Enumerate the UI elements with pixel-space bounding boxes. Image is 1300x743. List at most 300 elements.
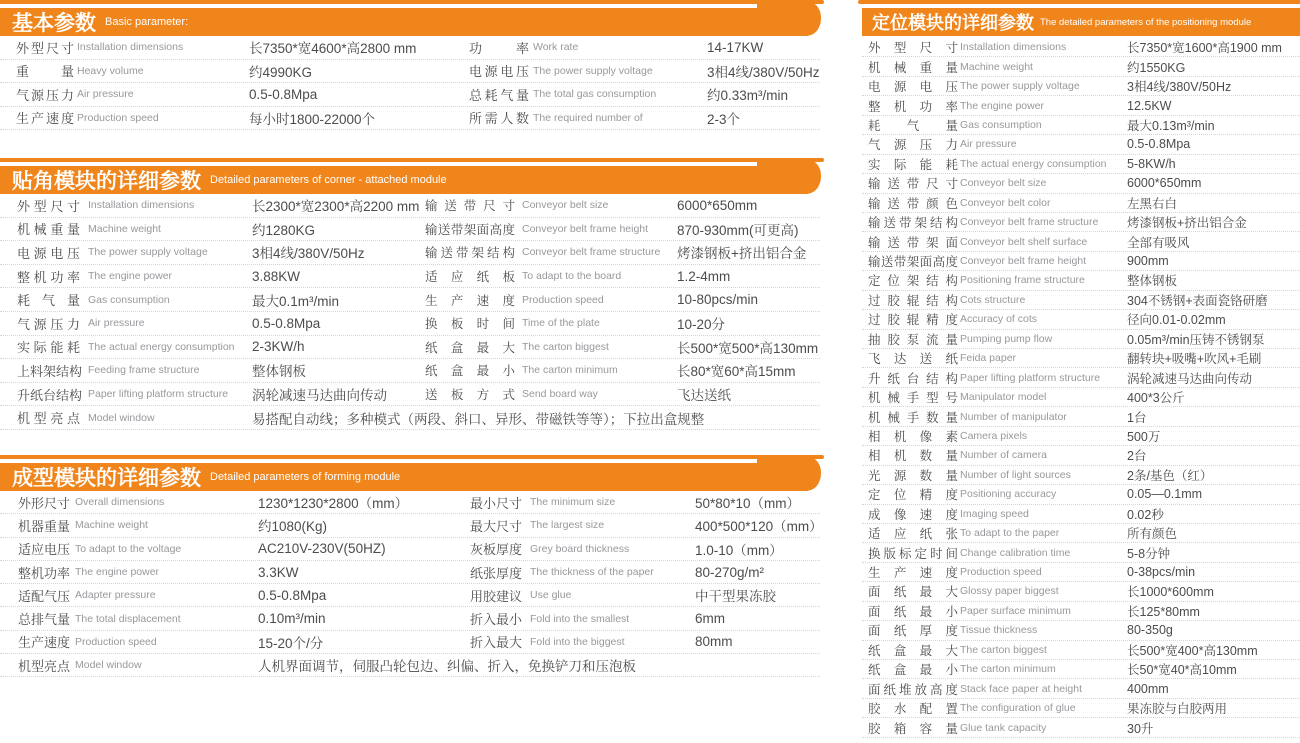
param-value: 约1280KG [252, 222, 316, 238]
param-label-en: Model window [75, 659, 142, 672]
param-label-en: Work rate [533, 41, 579, 54]
param-label-en: Feida paper [960, 352, 1017, 365]
param-label-cn: 外型尺寸 [868, 41, 958, 56]
param-label-cn: 输送带架面 [868, 235, 958, 250]
param-table-corner [0, 194, 820, 430]
param-label-en: Glue tank capacity [960, 721, 1047, 734]
param-label-en: Stack face paper at height [960, 682, 1082, 695]
param-label-cn: 送板方式 [425, 388, 515, 403]
table-row [862, 621, 1300, 640]
param-label-cn: 升纸台结构 [17, 387, 83, 403]
param-label-en: The carton biggest [522, 340, 609, 353]
param-label-cn: 最小尺寸 [470, 495, 523, 511]
param-label-cn: 相机像素 [868, 429, 958, 444]
section-title: 定位模块的详细参数 [872, 13, 1034, 33]
param-value: 3.88KW [252, 268, 301, 284]
table-row [862, 194, 1300, 213]
param-label-en: The largest size [530, 519, 605, 532]
param-value: 400*3公斤 [1127, 391, 1185, 406]
param-value: 2-3KW/h [252, 339, 305, 355]
param-label-en: Camera pixels [960, 429, 1028, 442]
param-value: 3相4线/380V/50Hz [252, 246, 365, 262]
table-row [862, 271, 1300, 290]
param-value: 2-3个 [707, 111, 741, 127]
table-row [862, 213, 1300, 232]
param-label-cn: 电源电压 [17, 245, 80, 261]
param-value: 30升 [1127, 721, 1154, 736]
table-row [862, 543, 1300, 562]
param-label-cn: 最大尺寸 [470, 518, 523, 534]
param-label-cn: 机械手型号 [868, 391, 958, 406]
param-label-en: Paper lifting platform structure [88, 388, 229, 401]
param-label-en: Conveyor belt color [960, 196, 1051, 209]
param-value: 0-38pcs/min [1127, 565, 1196, 580]
param-value: 约0.33m³/min [707, 88, 789, 104]
param-label-en: Accuracy of cots [960, 313, 1038, 326]
param-label-cn: 光源数量 [868, 468, 958, 483]
param-value: 10-20分 [677, 317, 726, 333]
param-label-en: The engine power [960, 99, 1045, 112]
param-label-cn: 生产速度 [16, 111, 74, 127]
param-label-cn: 纸盒最大 [425, 340, 515, 355]
param-label-cn: 气源压力 [17, 316, 80, 332]
param-label-cn: 定位精度 [868, 488, 958, 503]
param-label-en: The configuration of glue [960, 702, 1076, 715]
param-label-en: To adapt to the voltage [75, 542, 182, 555]
param-label-en: Installation dimensions [88, 199, 195, 212]
param-value: 涡轮减速马达曲向传动 [1127, 371, 1253, 386]
table-row [862, 679, 1300, 698]
param-label-en: Machine weight [88, 222, 161, 235]
table-row [862, 485, 1300, 504]
param-label-cn: 适应纸板 [425, 270, 515, 285]
param-label-en: The engine power [88, 270, 173, 283]
param-label-en: Send board way [522, 388, 598, 401]
param-value: 3.3KW [258, 564, 299, 580]
param-label-en: Tissue thickness [960, 624, 1038, 637]
param-label-en: To adapt to the paper [960, 527, 1060, 540]
param-value: 长1000*600mm [1127, 585, 1214, 600]
param-label-cn: 机械重量 [17, 222, 80, 238]
param-value: 中干型果冻胶 [695, 589, 776, 605]
table-row [0, 607, 820, 630]
param-value: 900mm [1127, 254, 1169, 269]
accent-strip-positioning [858, 0, 1300, 4]
param-value: 80-270g/m² [695, 564, 765, 580]
param-label-en: Paper surface minimum [960, 604, 1071, 617]
param-label-en: The carton minimum [960, 663, 1056, 676]
param-label-en: Grey board thickness [530, 542, 630, 555]
table-row [0, 265, 820, 289]
param-label-cn: 定位架结构 [868, 274, 958, 289]
param-value: 0.02秒 [1127, 507, 1164, 522]
param-value: 长125*80mm [1127, 604, 1200, 619]
param-value: 整体钢板 [252, 364, 306, 380]
param-label-en: Paper lifting platform structure [960, 371, 1101, 384]
param-value: 1.0-10（mm） [695, 542, 783, 558]
table-row [0, 83, 820, 107]
param-label-en: Conveyor belt size [522, 199, 609, 212]
table-row [0, 514, 823, 537]
param-label-cn: 纸盒最大 [868, 643, 958, 658]
param-label-en: The actual energy consumption [960, 157, 1107, 170]
param-value: 约1550KG [1127, 60, 1186, 75]
param-value: 50*80*10（mm） [695, 496, 801, 512]
param-label-cn: 总耗气量 [469, 87, 529, 103]
param-label-cn: 适应电压 [18, 542, 71, 558]
param-label-en: Air pressure [960, 138, 1017, 151]
section-subtitle: Detailed parameters of corner - attached module [210, 174, 447, 186]
param-label-cn: 纸盒最小 [425, 364, 515, 379]
param-value: 长50*宽40*高10mm [1127, 663, 1237, 678]
param-label-cn: 气源压力 [868, 138, 958, 153]
param-label-en: Change calibration time [960, 546, 1071, 559]
table-row [862, 407, 1300, 426]
param-label-en: Conveyor belt frame height [960, 255, 1087, 268]
param-label-en: Time of the plate [522, 317, 600, 330]
param-label-cn: 输送带架结构 [868, 216, 958, 231]
param-value: 长7350*宽1600*高1900 mm [1127, 41, 1282, 56]
param-label-en: Heavy volume [77, 64, 144, 77]
param-value: 12.5KW [1127, 98, 1172, 113]
table-row [862, 116, 1300, 135]
table-row [0, 107, 820, 131]
param-value: 0.5-0.8Mpa [252, 315, 321, 331]
param-label-cn: 纸盒最小 [868, 663, 958, 678]
section-subtitle: The detailed parameters of the positioning module [1040, 16, 1252, 28]
section-subtitle: Detailed parameters of forming module [210, 471, 401, 483]
param-value: 约4990KG [249, 64, 313, 80]
param-label-cn: 折入最小 [470, 612, 523, 628]
table-row [0, 60, 820, 84]
param-value: 2台 [1127, 449, 1147, 464]
param-label-cn: 面纸厚度 [868, 624, 958, 639]
param-value: 最大0.13m³/min [1127, 118, 1215, 133]
param-label-en: The total gas consumption [533, 88, 657, 101]
table-row [0, 538, 820, 561]
param-value: 870-930mm(可更高) [677, 222, 799, 238]
table-row [862, 310, 1300, 329]
param-label-en: The total displacement [75, 612, 181, 625]
param-label-en: Conveyor belt shelf surface [960, 235, 1088, 248]
param-value: 烤漆钢板+挤出铝合金 [677, 246, 807, 262]
param-label-cn: 折入最大 [470, 635, 523, 651]
table-row [0, 336, 820, 360]
table-row [862, 582, 1300, 601]
param-label-cn: 面纸最小 [868, 604, 958, 619]
table-row [862, 524, 1300, 543]
param-label-en: Machine weight [960, 60, 1033, 73]
table-row [862, 718, 1300, 737]
table-row [862, 602, 1300, 621]
param-label-cn: 总排气量 [18, 612, 71, 628]
section-subtitle: Basic parameter: [105, 16, 189, 28]
param-label-en: The power supply voltage [88, 246, 208, 259]
section-header-corner [0, 166, 820, 194]
param-value: 长7350*宽4600*高2800 mm [249, 41, 417, 57]
param-label-en: Machine weight [75, 519, 148, 532]
param-value: 6mm [695, 611, 725, 627]
table-row [0, 288, 820, 312]
table-row [862, 96, 1300, 115]
param-label-cn: 换版标定时间 [868, 546, 958, 561]
param-label-cn: 过胶辊精度 [868, 313, 958, 328]
param-label-cn: 面纸最大 [868, 585, 958, 600]
param-label-en: Overall dimensions [75, 496, 165, 509]
param-label-cn: 适应纸张 [868, 527, 958, 542]
param-label-en: Use glue [530, 589, 572, 602]
param-label-en: Conveyor belt size [960, 177, 1047, 190]
table-row [862, 38, 1300, 57]
table-row [862, 330, 1300, 349]
param-label-en: Air pressure [77, 88, 134, 101]
param-value: 涡轮减速马达曲向传动 [252, 388, 387, 404]
table-row [862, 135, 1300, 154]
param-label-cn: 胶箱容量 [868, 721, 958, 736]
table-row [862, 446, 1300, 465]
param-label-en: Fold into the biggest [530, 635, 625, 648]
param-value: 1台 [1127, 410, 1147, 425]
param-value: 1230*1230*2800（mm） [258, 496, 409, 512]
param-label-cn: 外型尺寸 [17, 198, 80, 214]
param-label-en: Glossy paper biggest [960, 585, 1059, 598]
param-value: 烤漆钢板+挤出铝合金 [1127, 216, 1247, 231]
param-label-en: Number of manipulator [960, 410, 1067, 423]
table-row [862, 505, 1300, 524]
param-label-en: To adapt to the board [522, 270, 622, 283]
table-row [862, 641, 1300, 660]
table-row [0, 561, 820, 584]
param-value: 0.05—0.1mm [1127, 487, 1203, 502]
param-label-en: The power supply voltage [533, 64, 653, 77]
param-label-en: Gas consumption [960, 118, 1042, 131]
param-value: 0.5-0.8Mpa [249, 86, 318, 102]
table-row [862, 77, 1300, 96]
param-value: 10-80pcs/min [677, 292, 759, 308]
param-label-cn: 输送带架结构 [425, 246, 515, 261]
param-value: 长500*宽400*高130mm [1127, 643, 1258, 658]
table-row [0, 383, 820, 407]
table-row [862, 291, 1300, 310]
param-value: 飞达送纸 [677, 388, 731, 404]
param-label-cn: 机器重量 [18, 518, 71, 534]
param-value: 14-17KW [707, 39, 764, 55]
param-table-forming [0, 491, 823, 677]
param-label-cn: 纸张厚度 [470, 565, 523, 581]
param-value: 80-350g [1127, 623, 1173, 638]
param-label-cn: 生产速度 [18, 635, 71, 651]
param-label-cn: 飞达送纸 [868, 352, 958, 367]
param-value: 400mm [1127, 681, 1169, 696]
accent-strip-corner [0, 158, 824, 162]
param-label-cn: 机型亮点 [18, 658, 71, 674]
table-row [0, 312, 820, 336]
table-row [862, 563, 1300, 582]
table-row [0, 654, 820, 677]
param-label-cn: 过胶辊结构 [868, 293, 958, 308]
param-label-cn: 功率 [469, 40, 529, 56]
table-row [0, 359, 820, 383]
param-label-cn: 升纸台结构 [868, 371, 958, 386]
param-label-en: The thickness of the paper [530, 566, 654, 579]
param-value: 长500*宽500*高130mm [677, 340, 819, 356]
param-label-cn: 输送带颜色 [868, 196, 958, 211]
table-row [0, 631, 820, 654]
param-label-cn: 实际能耗 [868, 157, 958, 172]
table-row [862, 232, 1300, 251]
param-value: 5-8分钟 [1127, 546, 1171, 561]
table-row [862, 57, 1300, 76]
table-row [0, 194, 820, 218]
param-label-en: Manipulator model [960, 391, 1047, 404]
table-row [862, 349, 1300, 368]
table-row [0, 584, 820, 607]
param-label-cn: 输送带架面高度 [868, 255, 958, 270]
param-label-cn: 机械重量 [868, 60, 958, 75]
param-value: 6000*650mm [1127, 176, 1202, 191]
param-value: 人机界面调节，伺服凸轮包边、纠偏、折入，免换铲刀和压泡板 [258, 659, 636, 675]
param-value: 6000*650mm [677, 197, 758, 213]
table-row [862, 174, 1300, 193]
param-label-en: Positioning accuracy [960, 488, 1057, 501]
table-row [862, 427, 1300, 446]
param-label-cn: 整机功率 [18, 565, 71, 581]
param-value: 易搭配自动线；多种模式（两段、斜口、异形、带磁铁等等）；下拉出盒规整 [252, 411, 705, 427]
param-label-cn: 整机功率 [868, 99, 958, 114]
param-value: 长80*宽60*高15mm [677, 364, 796, 380]
param-label-en: Number of light sources [960, 468, 1071, 481]
table-row [862, 368, 1300, 387]
param-label-en: The power supply voltage [960, 80, 1080, 93]
param-label-cn: 机型亮点 [17, 411, 80, 427]
param-label-cn: 外型尺寸 [16, 40, 74, 56]
param-label-en: The carton minimum [522, 364, 618, 377]
section-title: 基本参数 [12, 12, 96, 35]
param-label-en: Conveyor belt frame structure [522, 246, 661, 259]
param-value: 长2300*宽2300*高2200 mm [252, 199, 420, 215]
param-value: 最大0.1m³/min [252, 293, 340, 309]
param-label-en: The required number of [533, 111, 643, 124]
param-label-cn: 用胶建议 [470, 588, 523, 604]
param-label-cn: 耗气量 [17, 293, 80, 309]
param-value: 0.5-0.8Mpa [258, 587, 327, 603]
param-label-cn: 输送带尺寸 [868, 177, 958, 192]
param-value: 3相4线/380V/50Hz [707, 64, 820, 80]
param-value: 所有颜色 [1127, 527, 1178, 542]
param-label-en: Production speed [75, 635, 157, 648]
table-row [0, 491, 820, 514]
table-row [0, 406, 820, 430]
param-label-cn: 生产速度 [425, 293, 515, 308]
param-label-en: Production speed [960, 566, 1042, 579]
param-label-cn: 耗气量 [868, 118, 958, 133]
param-label-cn: 实际能耗 [17, 340, 80, 356]
param-label-cn: 抽胶泵流量 [868, 332, 958, 347]
param-label-cn: 上料架结构 [17, 363, 83, 379]
param-label-en: Number of camera [960, 449, 1047, 462]
param-label-en: Feeding frame structure [88, 364, 200, 377]
param-label-en: The carton biggest [960, 643, 1047, 656]
section-header-basic [0, 8, 820, 36]
param-label-en: Production speed [522, 293, 604, 306]
table-row [862, 660, 1300, 679]
param-label-cn: 所需人数 [469, 111, 529, 127]
param-table-positioning [862, 38, 1300, 738]
param-value: 整体钢板 [1127, 274, 1178, 289]
param-value: 翻转块+吸嘴+吹风+毛刷 [1127, 352, 1262, 367]
section-header-positioning [862, 8, 1300, 36]
param-value: 15-20个/分 [258, 635, 324, 651]
param-value: AC210V-230V(50HZ) [258, 541, 386, 557]
section-title: 成型模块的详细参数 [12, 467, 201, 490]
param-value: 0.05m³/min压铸不锈钢泵 [1127, 332, 1265, 347]
param-value: 左黑右白 [1127, 196, 1178, 211]
table-row [862, 466, 1300, 485]
param-value: 径向0.01-0.02mm [1127, 313, 1226, 328]
param-label-cn: 胶水配置 [868, 702, 958, 717]
param-value: 约1080(Kg) [258, 519, 328, 535]
section-title: 贴角模块的详细参数 [12, 170, 201, 193]
param-label-cn: 整机功率 [17, 269, 80, 285]
param-label-cn: 重量 [16, 64, 74, 80]
param-label-cn: 输送带尺寸 [425, 199, 515, 214]
param-label-cn: 适配气压 [18, 588, 71, 604]
param-label-cn: 电源电压 [868, 80, 958, 95]
param-value: 5-8KW/h [1127, 156, 1176, 171]
param-label-en: Pumping pump flow [960, 332, 1053, 345]
param-value: 每小时1800-22000个 [249, 111, 376, 127]
param-value: 全部有吸风 [1127, 235, 1190, 250]
table-row [862, 699, 1300, 718]
param-value: 0.10m³/min [258, 611, 326, 627]
param-table-basic [0, 36, 820, 130]
param-label-en: The actual energy consumption [88, 340, 235, 353]
param-value: 400*500*120（mm） [695, 519, 823, 535]
table-row [0, 241, 820, 265]
table-row [0, 218, 820, 242]
param-label-en: Cots structure [960, 293, 1026, 306]
param-value: 1.2-4mm [677, 268, 731, 284]
param-label-en: Model window [88, 411, 155, 424]
param-label-cn: 换板时间 [425, 317, 515, 332]
param-label-en: Conveyor belt frame structure [960, 216, 1099, 229]
param-label-en: Conveyor belt frame height [522, 222, 649, 235]
table-row [862, 252, 1300, 271]
table-row [0, 36, 820, 60]
param-value: 2条/基色（红） [1127, 468, 1213, 483]
param-label-cn: 气源压力 [16, 87, 74, 103]
param-label-en: Adapter pressure [75, 589, 156, 602]
param-label-en: Gas consumption [88, 293, 170, 306]
accent-strip-basic [0, 0, 824, 4]
accent-strip-forming [0, 455, 824, 459]
param-label-en: Installation dimensions [960, 41, 1067, 54]
section-header-forming [0, 463, 820, 491]
param-label-cn: 成像速度 [868, 507, 958, 522]
param-label-en: Fold into the smallest [530, 612, 630, 625]
param-value: 3相4线/380V/50Hz [1127, 80, 1232, 95]
param-value: 304不锈钢+表面瓷铬研磨 [1127, 293, 1268, 308]
param-value: 500万 [1127, 429, 1161, 444]
param-label-en: Air pressure [88, 317, 145, 330]
param-label-cn: 相机数量 [868, 449, 958, 464]
param-label-en: Production speed [77, 111, 159, 124]
table-row [862, 388, 1300, 407]
param-value: 果冻胶与白胶两用 [1127, 702, 1228, 717]
param-label-en: The minimum size [530, 496, 616, 509]
param-value: 0.5-0.8Mpa [1127, 137, 1191, 152]
param-label-en: Imaging speed [960, 507, 1029, 520]
